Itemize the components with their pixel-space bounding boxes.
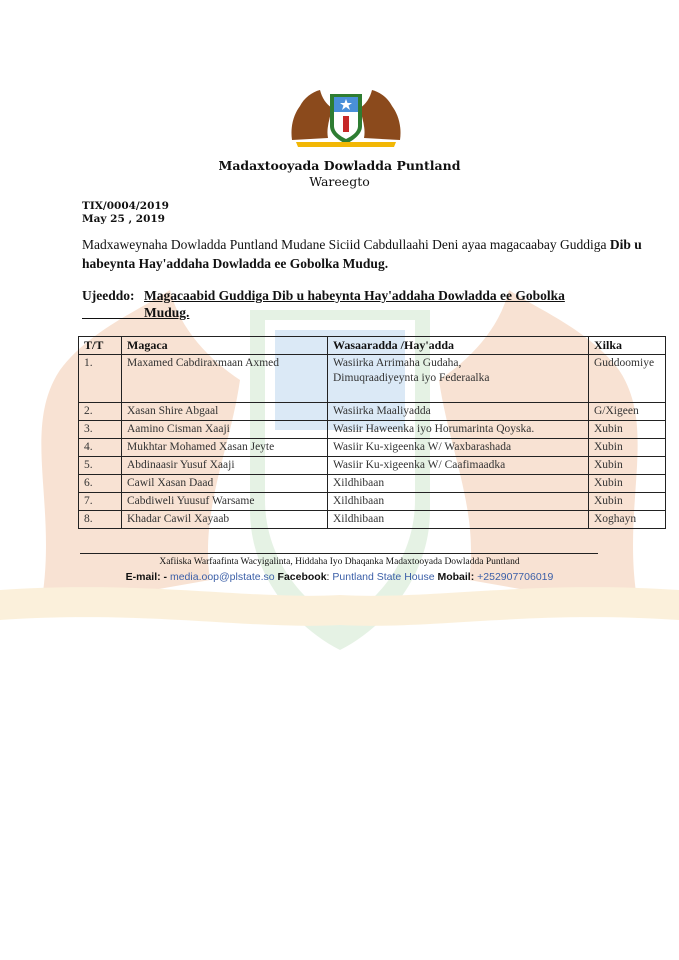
member-role: Xubin [589, 421, 666, 439]
member-ministry: Wasiirka Maaliyadda [328, 403, 589, 421]
email-label: E-mail: - [125, 571, 168, 583]
mobile-label: Mobail: [437, 571, 475, 583]
row-number: 6. [79, 475, 122, 493]
member-ministry: Xildhibaan [328, 511, 589, 529]
table-row [79, 421, 666, 439]
table-row [79, 511, 666, 529]
intro-bold-text: Dib u habeynta Hay'addaha Dowladda ee Gobolka Mudug. [82, 237, 642, 271]
footer-divider [80, 553, 598, 554]
mobile-link[interactable]: +252907706019 [477, 571, 554, 583]
member-name: Abdinaasir Yusuf Xaaji [122, 457, 328, 475]
ministry-line-2: Dimuqraadiyeynta iyo Federaalka [333, 372, 490, 384]
coat-of-arms-seal [286, 84, 406, 148]
purpose-underline [82, 304, 144, 319]
ministry-line-1: Wasiirka Arrimaha Gudaha, [333, 357, 462, 369]
intro-paragraph [82, 235, 642, 273]
member-name: Cabdiweli Yuusuf Warsame [122, 493, 328, 511]
member-ministry: Xildhibaan [328, 475, 589, 493]
row-number: 3. [79, 421, 122, 439]
footer-office: Xafiiska Warfaafinta Wacyigalinta, Hiddaha Iyo Dhaqanka Madaxtooyada Dowladda Puntland [159, 557, 520, 567]
member-ministry: Wasiir Ku-xigeenka W/ Caafimaadka [328, 457, 589, 475]
member-role: G/Xigeen [589, 403, 666, 421]
table-row [79, 475, 666, 493]
member-ministry: Xildhibaan [328, 493, 589, 511]
table-row [79, 355, 666, 403]
member-name: Cawil Xasan Daad [122, 475, 328, 493]
facebook-link[interactable]: Puntland State House [332, 571, 435, 583]
office-title: Madaxtooyada Dowladda Puntland [218, 158, 461, 173]
member-ministry: Wasiir Ku-xigeenka W/ Waxbarashada [328, 439, 589, 457]
member-name: Mukhtar Mohamed Xasan Jeyte [122, 439, 328, 457]
member-name: Maxamed Cabdiraxmaan Axmed [122, 355, 328, 403]
row-number: 5. [79, 457, 122, 475]
facebook-label: Facebook [277, 571, 327, 583]
table-row [79, 457, 666, 475]
header-role: Xilka [589, 337, 666, 355]
row-number: 2. [79, 403, 122, 421]
member-role: Guddoomiye [589, 355, 666, 403]
member-ministry: Wasiir Haweenka iyo Horumarinta Qoyska. [328, 421, 589, 439]
table-row [79, 493, 666, 511]
member-role: Xoghayn [589, 511, 666, 529]
member-role: Xubin [589, 493, 666, 511]
reference-block [82, 200, 169, 226]
intro-text: Madxaweynaha Dowladda Puntland Mudane Siciid Cabdullaahi Deni ayaa magacaabay Guddiga [82, 237, 610, 252]
member-name: Aamino Cisman Xaaji [122, 421, 328, 439]
row-number: 1. [79, 355, 122, 403]
member-role: Xubin [589, 475, 666, 493]
footer-contact: E-mail: - media.oop@plstate.so Facebook: Puntland State House Mobail: +252907706019 [125, 571, 554, 583]
document-date: May 25 , 2019 [82, 213, 165, 225]
member-ministry [328, 355, 589, 403]
purpose-text: Magacaabid Guddiga Dib u habeynta Hay'addaha Dowladda ee Gobolka Mudug. [144, 288, 565, 320]
committee-table [78, 336, 666, 529]
member-role: Xubin [589, 439, 666, 457]
table-row [79, 439, 666, 457]
row-number: 8. [79, 511, 122, 529]
reference-number: TIX/0004/2019 [82, 200, 169, 212]
header-name: Magaca [122, 337, 328, 355]
document-type: Wareegto [309, 174, 370, 189]
member-name: Khadar Cawil Xayaab [122, 511, 328, 529]
table-row [79, 403, 666, 421]
row-number: 7. [79, 493, 122, 511]
header-ministry: Wasaaradda /Hay'adda [328, 337, 589, 355]
table-header-row [79, 337, 666, 355]
header-number: T/T [79, 337, 122, 355]
email-link[interactable]: media.oop@plstate.so [169, 571, 275, 583]
member-role: Xubin [589, 457, 666, 475]
purpose-label: Ujeeddo: [82, 288, 135, 303]
row-number: 4. [79, 439, 122, 457]
member-name: Xasan Shire Abgaal [122, 403, 328, 421]
